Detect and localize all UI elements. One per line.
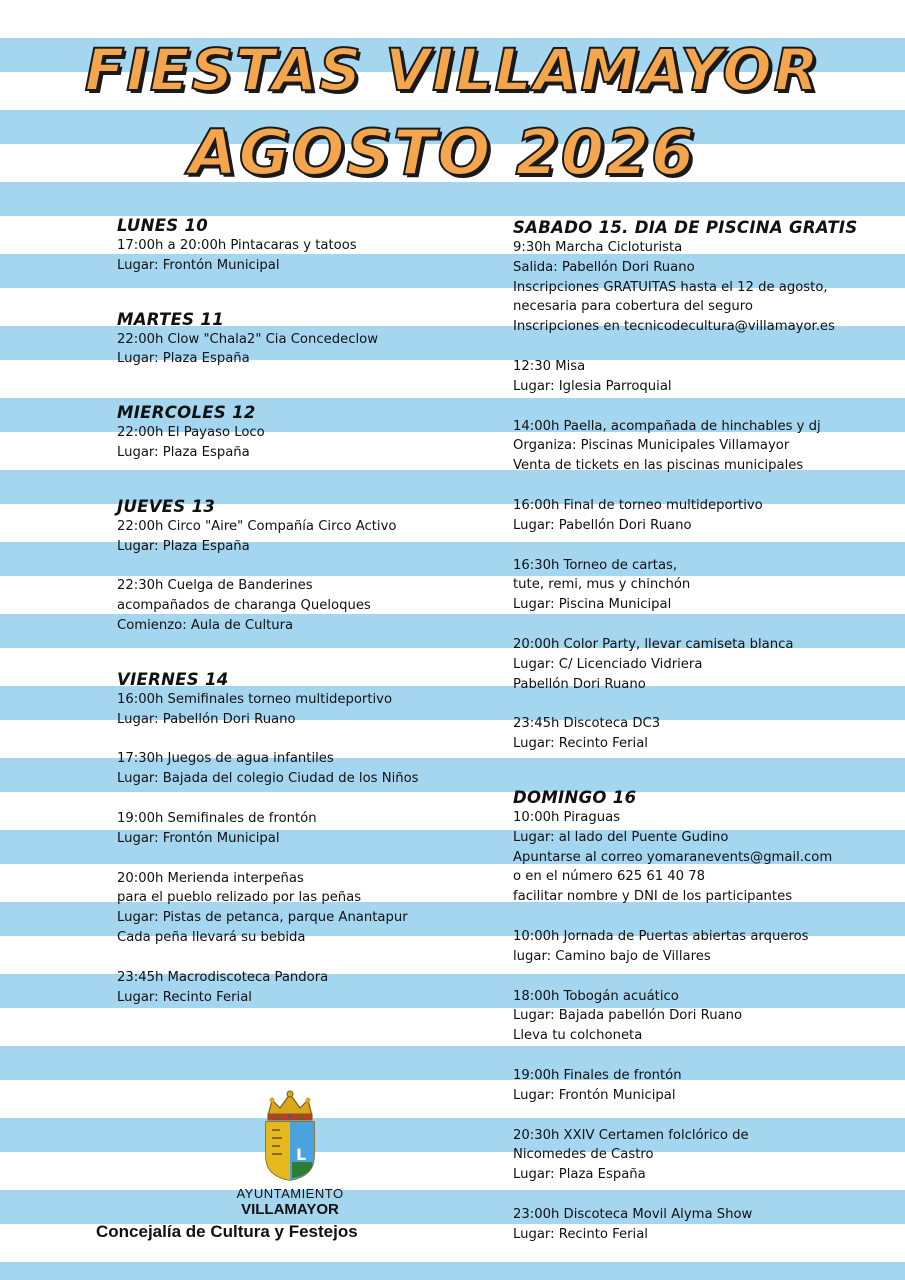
day-heading: SABADO 15. DIA DE PISCINA GRATIS — [513, 218, 858, 237]
event-detail: Comienzo: Aula de Cultura — [117, 617, 294, 633]
event-title: 23:45h Macrodiscoteca Pandora — [117, 969, 329, 985]
schedule-right-column — [513, 218, 893, 1278]
event-detail: Lugar: Plaza España — [117, 351, 250, 367]
org-name-line-2: VILLAMAYOR — [241, 1201, 339, 1218]
event-entry — [513, 1126, 893, 1185]
ayuntamiento-logo — [160, 1090, 420, 1218]
event-detail: Salida: Pabellón Dori Ruano — [513, 259, 695, 275]
event-detail: Lugar: Frontón Municipal — [117, 257, 280, 273]
event-detail: Apuntarse al correo yomaranevents@gmail.com — [513, 849, 833, 865]
event-entry — [117, 749, 497, 789]
event-entry — [513, 556, 893, 615]
event-detail: Cada peña llevará su bebida — [117, 929, 306, 945]
event-detail: Lugar: al lado del Puente Gudino — [513, 829, 729, 845]
day-heading: VIERNES 14 — [117, 669, 229, 689]
department-name: Concejalía de Cultura y Festejos — [96, 1222, 358, 1241]
event-title: 10:00h Piraguas — [513, 809, 621, 825]
event-entry — [117, 423, 497, 463]
event-entry — [513, 1205, 893, 1245]
title-line-1: FIESTAS VILLAMAYOR — [84, 36, 821, 104]
event-title: 10:00h Jornada de Puertas abiertas arqueros — [513, 928, 809, 944]
event-entry — [513, 987, 893, 1046]
event-title: 16:30h Torneo de cartas, — [513, 557, 678, 573]
event-entry — [117, 869, 497, 948]
event-detail: Lugar: Bajada del colegio Ciudad de los Niños — [117, 771, 419, 787]
event-detail: Lugar: Plaza España — [513, 1167, 646, 1183]
event-detail: Lugar: Pabellón Dori Ruano — [513, 517, 692, 533]
event-detail: Lleva tu colchoneta — [513, 1028, 643, 1044]
event-detail: Lugar: Bajada pabellón Dori Ruano — [513, 1008, 743, 1024]
event-title: 16:00h Final de torneo multideportivo — [513, 497, 763, 513]
day-block — [513, 788, 893, 1245]
day-heading: DOMINGO 16 — [513, 787, 637, 807]
event-title: 18:00h Tobogán acuático — [513, 988, 679, 1004]
event-detail: acompañados de charanga Queloques — [117, 598, 371, 614]
event-detail: Lugar: Iglesia Parroquial — [513, 378, 672, 394]
svg-text:L: L — [296, 1145, 307, 1164]
event-entry — [513, 714, 893, 754]
event-entry — [513, 808, 893, 907]
event-detail: tute, remi, mus y chinchón — [513, 577, 691, 593]
event-title: 17:30h Juegos de agua infantiles — [117, 751, 334, 767]
event-title: 20:00h Merienda interpeñas — [117, 870, 304, 886]
event-detail: Lugar: Pistas de petanca, parque Anantapur — [117, 910, 408, 926]
event-detail: necesaria para cobertura del seguro — [513, 299, 753, 315]
event-title: 16:00h Semifinales torneo multideportivo — [117, 691, 393, 707]
event-detail: Pabellón Dori Ruano — [513, 676, 646, 692]
event-detail: Lugar: Plaza España — [117, 444, 250, 460]
event-title: 17:00h a 20:00h Pintacaras y tatoos — [117, 238, 357, 253]
event-entry — [513, 635, 893, 694]
event-entry — [117, 690, 497, 730]
day-block — [117, 670, 497, 1008]
day-heading: LUNES 10 — [117, 216, 209, 235]
day-block — [513, 218, 893, 754]
event-detail: Lugar: Recinto Ferial — [513, 736, 648, 752]
event-detail: Lugar: Pabellón Dori Ruano — [117, 711, 296, 727]
event-detail: para el pueblo relizado por las peñas — [117, 890, 362, 906]
event-detail: Inscripciones en tecnicodecultura@villamayor.es — [513, 319, 835, 335]
event-detail: Organiza: Piscinas Municipales Villamayor — [513, 438, 790, 454]
event-title: 14:00h Paella, acompañada de hinchables y dj — [513, 418, 821, 434]
event-title: 22:00h El Payaso Loco — [117, 425, 265, 441]
event-entry — [117, 330, 497, 370]
event-detail: lugar: Camino bajo de Villares — [513, 948, 711, 964]
event-title: 19:00h Finales de frontón — [513, 1067, 682, 1083]
event-detail: Inscripciones GRATUITAS hasta el 12 de agosto, — [513, 279, 828, 295]
schedule-left-column — [117, 216, 497, 1041]
event-title: 22:30h Cuelga de Banderines — [117, 578, 313, 594]
event-detail: o en el número 625 61 40 78 — [513, 869, 706, 885]
event-title: 12:30 Misa — [513, 358, 586, 374]
event-detail: Lugar: Frontón Municipal — [117, 830, 280, 846]
event-entry — [117, 968, 497, 1008]
event-title: 22:00h Circo "Aire" Compañía Circo Activo — [117, 518, 397, 534]
day-block — [117, 310, 497, 370]
event-entry — [513, 927, 893, 967]
coat-of-arms-icon — [258, 1090, 322, 1182]
event-title: 20:30h XXIV Certamen folclórico de — [513, 1127, 749, 1143]
event-detail: Lugar: Frontón Municipal — [513, 1087, 676, 1103]
event-detail: Lugar: C/ Licenciado Vidriera — [513, 656, 703, 672]
event-entry — [117, 576, 497, 635]
day-heading: JUEVES 13 — [117, 496, 216, 516]
day-block — [117, 216, 497, 276]
event-entry — [513, 238, 893, 337]
day-block — [117, 403, 497, 463]
event-detail: Venta de tickets en las piscinas municipales — [513, 458, 804, 474]
event-detail: Lugar: Recinto Ferial — [117, 989, 252, 1005]
day-heading: MIERCOLES 12 — [117, 403, 256, 423]
event-detail: Lugar: Plaza España — [117, 538, 250, 554]
event-title: 19:00h Semifinales de frontón — [117, 810, 317, 826]
day-block — [117, 497, 497, 636]
event-entry — [117, 517, 497, 557]
event-detail: Nicomedes de Castro — [513, 1147, 654, 1163]
event-title: 20:00h Color Party, llevar camiseta blanca — [513, 636, 794, 652]
event-title: 22:00h Clow "Chala2" Cia Concedeclow — [117, 331, 378, 347]
event-entry — [117, 236, 497, 276]
event-title: 23:00h Discoteca Movil Alyma Show — [513, 1206, 753, 1222]
event-detail: Lugar: Recinto Ferial — [513, 1226, 648, 1242]
event-entry — [513, 357, 893, 397]
event-detail: Lugar: Piscina Municipal — [513, 597, 672, 613]
org-name-line-1: AYUNTAMIENTO — [236, 1186, 344, 1201]
event-title: 9:30h Marcha Cicloturista — [513, 240, 683, 255]
event-entry — [513, 496, 893, 536]
event-detail: facilitar nombre y DNI de los participantes — [513, 889, 793, 905]
event-entry — [513, 417, 893, 476]
event-title: 23:45h Discoteca DC3 — [513, 716, 661, 732]
event-entry — [513, 1066, 893, 1106]
title-line-2: AGOSTO 2026 — [188, 116, 697, 189]
day-heading: MARTES 11 — [117, 309, 224, 329]
event-entry — [117, 809, 497, 849]
